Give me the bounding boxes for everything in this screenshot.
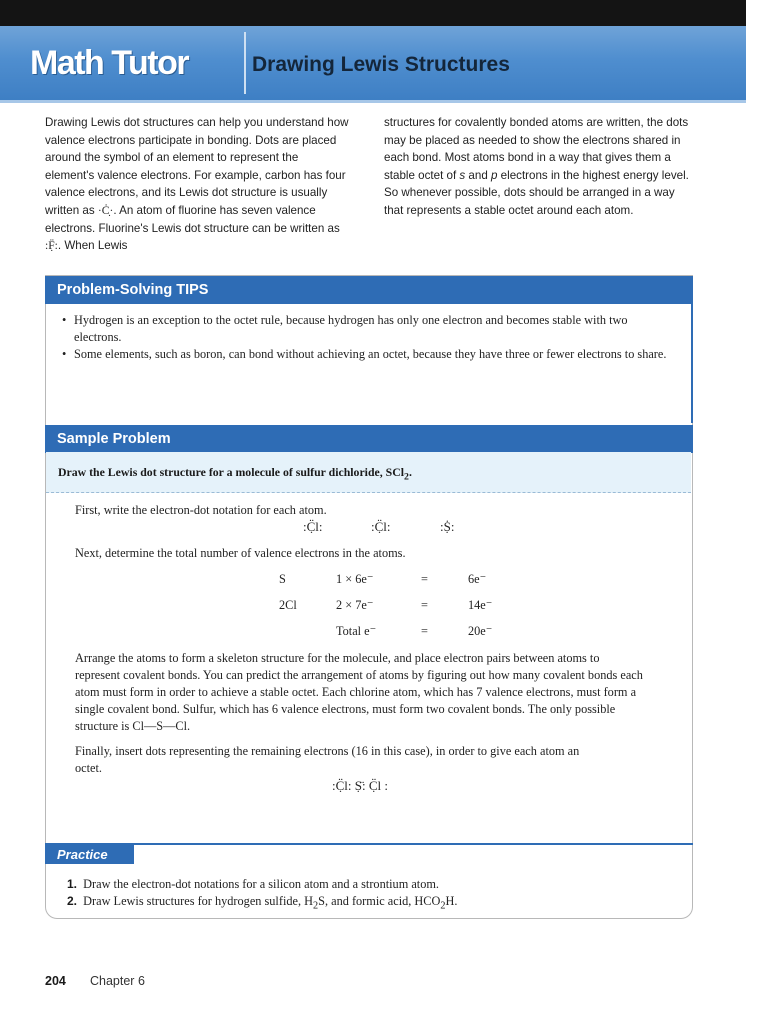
statement-main: Draw the Lewis dot structure for a molecule of sulfur dichloride, SCl — [58, 465, 405, 479]
step-4-text: Finally, insert dots representing the remaining electrons (16 in this case), in order to give each atom an octet. — [75, 744, 580, 775]
question-subscript: 2 — [440, 900, 446, 912]
equation-expression: 2 × 7e⁻ — [336, 598, 374, 612]
equation-result: 14e⁻ — [468, 598, 493, 612]
intro-right-text-2: and — [465, 168, 491, 182]
practice-question-2 — [67, 893, 667, 914]
intro-left-text-2: . An atom of fluorine has seven valence electrons. Fluorine's Lewis dot structure can be written as — [45, 203, 340, 235]
statement-subscript: 2 — [404, 471, 409, 483]
equation-label: S — [279, 572, 286, 586]
equation-result: 6e⁻ — [468, 572, 487, 586]
equation-equals: = — [421, 598, 428, 612]
tips-heading: Problem-Solving TIPS — [45, 276, 693, 304]
tip-item: • Some elements, such as boron, can bond without achieving an octet, because they have three or fewer electrons to share. — [74, 346, 674, 363]
intro-right-column — [384, 114, 689, 220]
tip-item: • Hydrogen is an exception to the octet rule, because hydrogen has only one electron and becomes stable with two electrons. — [74, 312, 674, 346]
question-text-a: Draw Lewis structures for hydrogen sulfide, H — [83, 894, 313, 908]
intro-right-text-1: structures for covalently bonded atoms are written, the dots may be placed as needed to show the electrons shared in each bond. Most atoms bond in a way that gives them a stable octet of — [384, 116, 689, 182]
intro-right-text-3: electrons in the highest energy level. So whenever possible, dots should be arranged in a way that represents a stable octet around each atom. — [384, 168, 689, 217]
banner-divider — [244, 32, 246, 94]
practice-rule — [45, 843, 693, 845]
practice-question-1 — [67, 876, 667, 893]
chlorine-dot-symbol: :C̣̈l: — [371, 519, 391, 534]
chlorine-dot-symbol: :C̣̈l: — [303, 519, 323, 534]
page-number: 204 — [45, 974, 66, 988]
tips-list — [60, 312, 674, 363]
statement-end: . — [408, 465, 412, 479]
question-text-c: H. — [445, 894, 458, 908]
intro-left-column — [45, 114, 350, 255]
equation-expression: Total e⁻ — [336, 624, 377, 638]
intro-left-text-1: Drawing Lewis dot structures can help you understand how valence electrons participate in bonding. Dots are placed around the symbol of an element to represent the element's valence electrons. For example, carbon has four valence electrons, and its Lewis dot structure is usually written as — [45, 116, 349, 217]
equation-equals: = — [421, 624, 428, 638]
carbon-dot-symbol: ·Ċ̣· — [97, 203, 114, 217]
equation-label: 2Cl — [279, 598, 297, 612]
intro-right-p: p — [491, 168, 498, 182]
equation-result: 20e⁻ — [468, 624, 493, 638]
step-2-text: Next, determine the total number of valence electrons in the atoms. — [75, 546, 406, 560]
question-subscript: 2 — [313, 900, 319, 912]
practice-heading: Practice — [45, 845, 134, 864]
sample-heading: Sample Problem — [45, 425, 693, 453]
equation-expression: 1 × 6e⁻ — [336, 572, 374, 586]
question-text: Draw the electron-dot notations for a silicon atom and a strontium atom. — [83, 877, 440, 891]
page-title: Drawing Lewis Structures — [252, 53, 510, 76]
question-text-b: S, and formic acid, HCO — [318, 894, 441, 908]
step-1-text: First, write the electron-dot notation for each atom. — [75, 503, 327, 517]
step-3-text: Arrange the atoms to form a skeleton structure for the molecule, and place electron pairs between atoms to represent covalent bonds. You can predict the arrangement of atoms by figuring out how many covalent bonds each atom must form in order to achieve a stable octet. Each chlorine atom, which has 7 valence electrons, must form a single covalent bond. Sulfur, which has 6 valence electrons, must form two covalent bonds. The only possible structure is Cl—S—Cl. — [75, 651, 643, 733]
brand-title: Math Tutor — [30, 44, 189, 82]
lewis-structure-scl2: :C̣̈l: Ṣ̈: C̣̈l : — [332, 778, 388, 793]
question-number: 1. — [67, 877, 78, 891]
equation-equals: = — [421, 572, 428, 586]
top-bar — [0, 0, 746, 26]
sulfur-dot-symbol: :Ṩ: — [440, 519, 455, 534]
chapter-label: Chapter 6 — [90, 974, 145, 988]
question-number: 2. — [67, 894, 78, 908]
fluorine-dot-symbol: :F̣̈: — [45, 239, 58, 253]
problem-statement — [58, 465, 412, 482]
intro-left-text-3: . When Lewis — [57, 239, 128, 253]
intro-right-s: s — [459, 168, 466, 182]
